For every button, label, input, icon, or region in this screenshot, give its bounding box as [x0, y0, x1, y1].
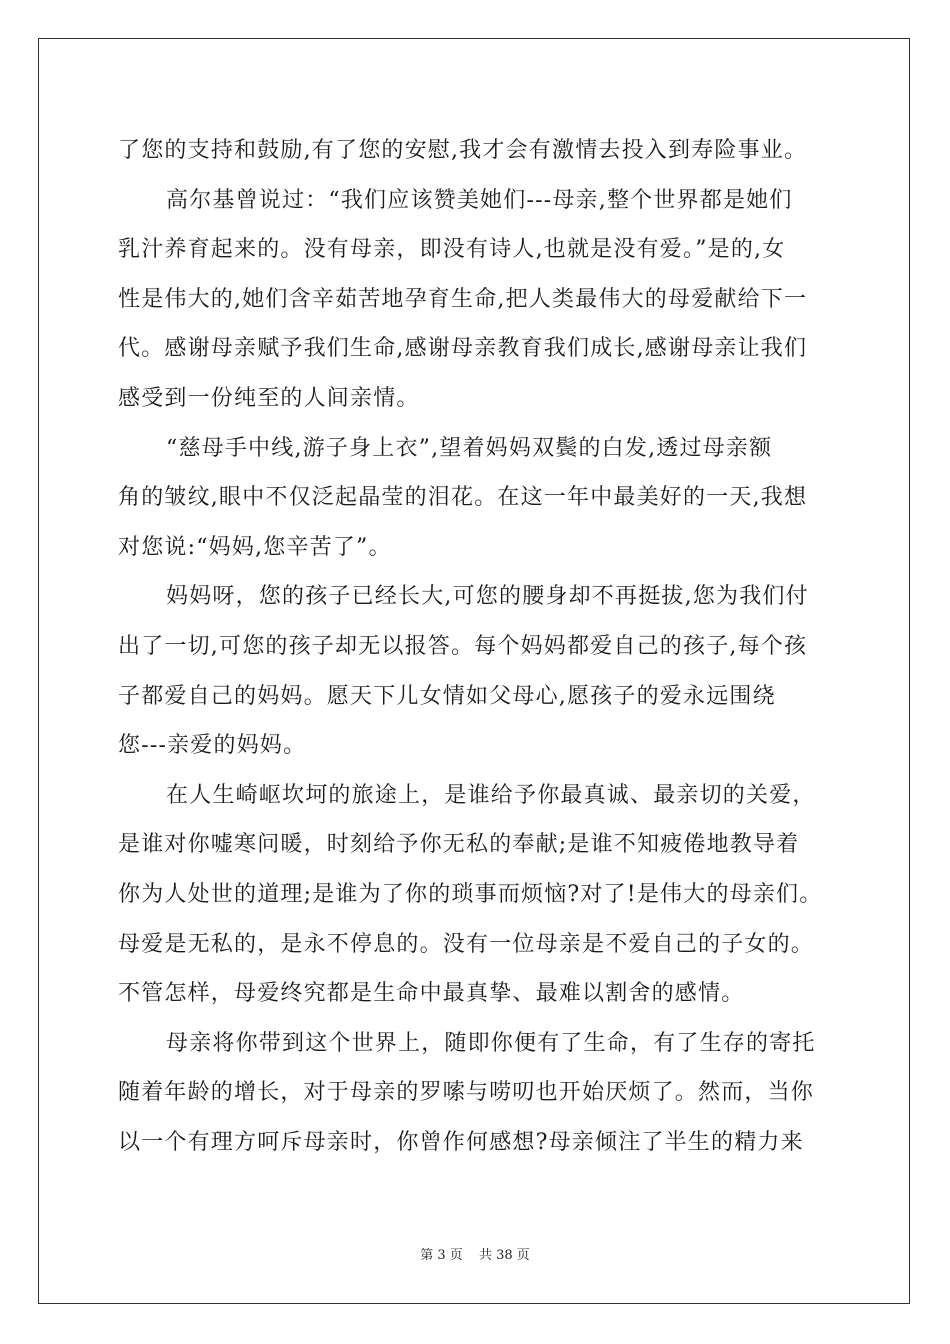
text-line: 在人生崎岖坎坷的旅途上，是谁给予你最真诚、最亲切的关爱， — [166, 782, 816, 808]
page-number: 第 3 页 — [420, 1248, 463, 1263]
text-line: 以一个有理方呵斥母亲时，你曾作何感想?母亲倾注了半生的精力来 — [118, 1129, 804, 1155]
text-line: 感受到一份纯至的人间亲情。 — [118, 385, 420, 411]
text-line: 是谁对你嘘寒问暖，时刻给予你无私的奉献;是谁不知疲倦地教导着 — [118, 832, 800, 858]
text-line: 妈妈呀，您的孩子已经长大,可您的腰身却不再挺拔,您为我们付 — [166, 584, 809, 610]
document-body — [118, 126, 838, 1167]
text-line: 不管怎样，母爱终究都是生命中最真挚、最难以割舍的感情。 — [118, 981, 745, 1007]
text-line: “慈母手中线,游子身上衣”,望着妈妈双鬓的白发,透过母亲额 — [166, 435, 773, 461]
text-line: 代。感谢母亲赋予我们生命,感谢母亲教育我们成长,感谢母亲让我们 — [118, 336, 808, 362]
text-line: 乳汁养育起来的。没有母亲，即没有诗人,也就是没有爱。”是的,女 — [118, 237, 786, 263]
text-line: 母亲将你带到这个世界上，随即你便有了生命，有了生存的寄托 — [166, 1030, 816, 1056]
text-line: 出了一切,可您的孩子却无以报答。每个妈妈都爱自己的孩子,每个孩 — [118, 633, 808, 659]
text-line: 了您的支持和鼓励,有了您的安慰,我才会有激情去投入到寿险事业。 — [118, 138, 808, 163]
text-line: 子都爱自己的妈妈。愿天下儿女情如父母心,愿孩子的爱永远围绕 — [118, 683, 776, 709]
text-line: 对您说:“妈妈,您辛苦了”。 — [118, 534, 392, 560]
text-line: 母爱是无私的，是永不停息的。没有一位母亲是不爱自己的子女的。 — [118, 931, 815, 957]
text-line: 高尔基曾说过：“我们应该赞美她们---母亲,整个世界都是她们 — [166, 187, 793, 213]
text-line: 您---亲爱的妈妈。 — [118, 733, 307, 759]
text-line: 你为人处世的道理;是谁为了你的琐事而烦恼?对了!是伟大的母亲们。 — [118, 881, 823, 907]
text-line: 性是伟大的,她们含辛茹苦地孕育生命,把人类最伟大的母爱献给下一 — [118, 286, 808, 312]
page-footer — [0, 1244, 950, 1263]
text-line: 角的皱纹,眼中不仅泛起晶莹的泪花。在这一年中最美好的一天,我想 — [118, 485, 808, 511]
text-line: 随着年龄的增长，对于母亲的罗嗦与唠叨也开始厌烦了。然而，当你 — [118, 1080, 815, 1106]
total-pages: 共 38 页 — [478, 1248, 530, 1263]
